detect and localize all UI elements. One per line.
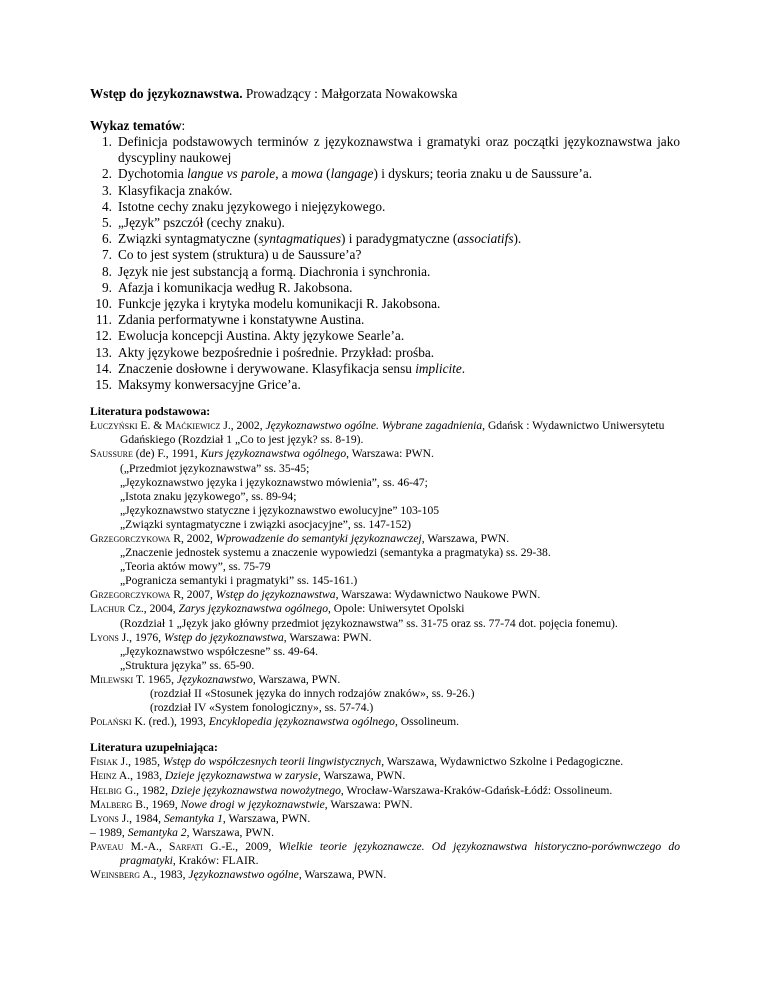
topic-number: 15. (95, 377, 112, 393)
italic-text: Językoznawstwo ogólne (188, 868, 299, 882)
topic-number: 13. (95, 344, 112, 360)
topic-number: 5. (102, 215, 112, 231)
author-name: Paveau (90, 839, 124, 853)
topic-item (90, 361, 680, 377)
bibliography-subentry (90, 617, 680, 631)
text-run: Dychotomia (118, 166, 188, 182)
topic-item (90, 312, 680, 328)
author-name: Polański (90, 715, 132, 729)
text-run: „Językoznawstwo statyczne i językoznawstwo ewolucyjne” 103-105 (120, 503, 440, 517)
topic-item (90, 328, 680, 344)
italic-text: Wstęp do językoznawstwa (163, 630, 284, 644)
bibliography-subentry (90, 645, 680, 659)
text-run: Maksymy konwersacyjne Grice’a. (118, 377, 301, 393)
text-run: – 1989, (90, 825, 128, 839)
text-run: , Wrocław-Warszawa-Kraków-Gdańsk-Łódź: Ossolineum. (340, 783, 613, 797)
author-name: Sarfati (169, 839, 203, 853)
course-header (90, 86, 680, 102)
author-name: Malberg (90, 797, 133, 811)
topic-number: 10. (95, 296, 112, 312)
text-run: , Warszawa: PWN. (283, 630, 372, 644)
bibliography-subentry (90, 462, 680, 476)
topic-number: 2. (102, 166, 112, 182)
bibliography-entry (90, 769, 680, 783)
text-run: „Znaczenie jednostek systemu a znaczenie wypowiedzi (semantyka a pragmatyka) ss. 29-38. (120, 546, 551, 560)
italic-text: Semantyka 2 (127, 825, 187, 839)
text-run: , Warszawa: PWN. (346, 447, 434, 461)
italic-text: langage (330, 166, 374, 182)
author-name: Łuczyński (90, 419, 138, 433)
text-run: , Warszawa, PWN. (421, 532, 510, 545)
basic-literature-heading: Literatura podstawowa: (90, 405, 211, 419)
instructor-prefix: Prowadzący : (242, 86, 322, 101)
italic-text: Wielkie teorie językoznawcze. Od językoznawstwa historyczno-porównwczego do pragmatyki (120, 839, 680, 867)
italic-text: mowa (291, 166, 323, 182)
italic-text: Nowe drogi w językoznawstwie (180, 797, 325, 811)
bibliography-subentry (90, 490, 680, 504)
topic-number: 11. (95, 312, 112, 328)
topic-number: 6. (102, 231, 112, 247)
text-run: A., 1983, (140, 868, 189, 882)
text-run: , Kraków: FLAIR. (172, 853, 259, 867)
author-name: Heinz (90, 769, 117, 783)
italic-text: syntagmatiques (258, 231, 342, 247)
bibliography-entry (90, 755, 680, 769)
bibliography-entry (90, 532, 680, 546)
bibliography-subentry (90, 546, 680, 560)
text-run: J., 1985, (117, 755, 163, 769)
text-run: (rozdział II «Stosunek języka do innych rodzajów znaków», ss. 9-26.) (150, 687, 475, 701)
text-run: Afazja i komunikacja według R. Jakobsona. (118, 279, 353, 295)
instructor-name: Małgorzata Nowakowska (321, 86, 458, 101)
topic-item (90, 264, 680, 280)
author-name: Grzegorczykowa (90, 588, 171, 602)
topic-item (90, 345, 680, 361)
bibliography-entry (90, 798, 680, 812)
text-run: , Warszawa, PWN. (252, 672, 341, 686)
author-name: Lachur (90, 602, 126, 616)
bibliography-subentry (90, 504, 680, 518)
text-run: Akty językowe bezpośrednie i pośrednie. Przykład: prośba. (118, 344, 435, 360)
topic-item (90, 377, 680, 393)
text-run: Ewolucja koncepcji Austina. Akty językowe Searle’a. (118, 328, 405, 344)
text-run: , Warszawa, Wydawnictwo Szkolne i Pedagogiczne. (381, 755, 624, 769)
bibliography-entry (90, 419, 680, 447)
text-run: „Pogranicza semantyki i pragmatyki” ss. 145-161.) (120, 574, 358, 588)
bibliography-entry (90, 602, 680, 616)
text-run: Język nie jest substancją a formą. Diachronia i synchronia. (118, 263, 431, 279)
text-run: A., 1983, (116, 769, 165, 783)
author-name: Fisiak (90, 755, 118, 769)
basic-literature-list (90, 419, 680, 729)
italic-text: associatifs (457, 231, 514, 247)
italic-text: Dzieje językoznawstwa w zarysie (164, 769, 318, 783)
italic-text: Wprowadzenie do semantyki językoznawczej (215, 532, 422, 545)
text-run: , Warszawa, PWN. (317, 769, 406, 783)
text-run: „Teoria aktów mowy”, ss. 75-79 (120, 560, 271, 574)
supplementary-literature-list (90, 755, 680, 882)
text-run: (Rozdział 1 „Język jako główny przedmiot językoznawstwa” ss. 31-75 oraz ss. 77-74 dot. pojęcia fonemu). (120, 616, 618, 630)
text-run: Zdania performatywne i konstatywne Austina. (118, 312, 365, 328)
bibliography-entry (90, 715, 680, 729)
bibliography-entry (90, 868, 680, 882)
author-name: Lyons (90, 811, 119, 825)
text-run: , Warszawa, PWN. (298, 868, 387, 882)
text-run: E. & (137, 419, 166, 433)
text-run: „Językoznawstwo języka i językoznawstwo mówienia”, ss. 46-47; (120, 475, 428, 489)
text-run: G., 1982, (121, 783, 171, 797)
topics-list (90, 134, 680, 393)
text-run: ) i dyskurs; teoria znaku u de Saussure’a. (373, 166, 593, 182)
topic-number: 9. (102, 279, 112, 295)
author-name: Maćkiewicz (165, 419, 221, 433)
italic-text: Kurs językoznawstwa ogólnego (200, 447, 347, 461)
bibliography-entry (90, 812, 680, 826)
text-run: M.-A., (123, 839, 170, 853)
text-run: ). (513, 231, 522, 247)
text-run: G.-E., 2009, (202, 839, 279, 853)
italic-text: Semantyka 1 (163, 811, 223, 825)
text-run: Istotne cechy znaku językowego i niejęzykowego. (118, 198, 386, 214)
author-name: Milewski (90, 672, 134, 686)
bibliography-subentry (90, 518, 680, 532)
text-run: B., 1969, (132, 797, 181, 811)
text-run: „Językoznawstwo współczesne” ss. 49-64. (120, 644, 319, 658)
bibliography-subentry (90, 659, 680, 673)
text-run: J., 1976, (118, 630, 164, 644)
author-name: Saussure (90, 447, 133, 461)
text-run: R, 2007, (170, 588, 216, 602)
italic-text: langue vs parole (187, 166, 276, 182)
italic-text: Zarys językoznawstwa ogólnego (178, 602, 328, 616)
bibliography-entry (90, 840, 680, 868)
text-run: Cz., 2004, (125, 602, 179, 616)
text-run: , a (275, 166, 292, 182)
text-run: Funkcje języka i krytyka modelu komunikacji R. Jakobsona. (118, 296, 441, 312)
topic-number: 7. (102, 247, 112, 263)
italic-text: Wstęp do językoznawstwa (215, 588, 336, 602)
italic-text: Wstęp do współczesnych teorii lingwistycznych (162, 755, 382, 769)
text-run: („Przedmiot językoznawstwa” ss. 35-45; (120, 461, 310, 475)
topic-item (90, 166, 680, 182)
topic-item (90, 183, 680, 199)
author-name: Helbig (90, 783, 122, 797)
bibliography-entry (90, 447, 680, 461)
supplementary-literature-heading: Literatura uzupełniająca: (90, 741, 218, 755)
text-run: „Struktura języka” ss. 65-90. (120, 658, 255, 672)
text-run: . (461, 360, 466, 376)
italic-text: Encyklopedia językoznawstwa ogólnego (208, 715, 395, 729)
bibliography-entry (90, 631, 680, 645)
topic-item (90, 280, 680, 296)
author-name: Weinsberg (90, 868, 141, 882)
italic-text: Językoznawstwo ogólne. Wybrane zagadnienia (265, 419, 483, 433)
text-run: R, 2002, (170, 532, 216, 545)
text-run: , Warszawa, PWN. (222, 811, 311, 825)
bibliography-subentry (90, 687, 680, 701)
text-run: J., 1984, (118, 811, 164, 825)
bibliography-entry (90, 784, 680, 798)
topic-number: 3. (102, 182, 112, 198)
text-run: , Opole: Uniwersytet Opolski (328, 602, 465, 616)
text-run: „Związki syntagmatyczne i związki asocjacyjne”, ss. 147-152) (120, 517, 412, 531)
text-run: , Warszawa, PWN. (186, 825, 274, 839)
text-run: , Gdańsk : Wydawnictwo Uniwersytetu Gdańskiego (Rozdział 1 „Co to jest język? ss. 8-19). (120, 419, 665, 447)
text-run: J., 2002, (220, 419, 266, 433)
text-run: Co to jest system (struktura) u de Saussure’a? (118, 247, 362, 263)
text-run: Znaczenie dosłowne i derywowane. Klasyfikacja sensu (118, 360, 416, 376)
topics-heading-label: Wykaz tematów (90, 118, 182, 133)
document-body (90, 86, 680, 882)
author-name: Grzegorczykowa (90, 532, 171, 545)
text-run: ( (322, 166, 331, 182)
text-run: (de) F., 1991, (132, 447, 201, 461)
text-run: ) i paradygmatyczne ( (341, 231, 458, 247)
topic-number: 1. (102, 134, 112, 149)
bibliography-entry (90, 826, 680, 840)
topic-item (90, 231, 680, 247)
italic-text: Językoznawstwo (176, 672, 253, 686)
text-run: „Język” pszczół (cechy znaku). (118, 215, 285, 231)
topic-item (90, 247, 680, 263)
bibliography-entry (90, 588, 680, 602)
text-run: , Warszawa: Wydawnictwo Naukowe PWN. (335, 588, 541, 602)
topic-number: 8. (102, 263, 112, 279)
text-run: , Warszawa: PWN. (324, 797, 413, 811)
topic-item (90, 296, 680, 312)
text-run: „Istota znaku językowego”, ss. 89-94; (120, 489, 297, 503)
topic-number: 12. (95, 328, 112, 344)
bibliography-subentry (90, 560, 680, 574)
bibliography-entry (90, 673, 680, 687)
author-name: Lyons (90, 630, 119, 644)
topic-item (90, 215, 680, 231)
bibliography-subentry (90, 701, 680, 715)
text-run: Klasyfikacja znaków. (118, 182, 233, 198)
bibliography-subentry (90, 574, 680, 588)
topic-number: 4. (102, 198, 112, 214)
text-run: , Ossolineum. (394, 715, 460, 729)
italic-text: implicite (415, 360, 462, 376)
topics-heading-colon: : (181, 118, 186, 133)
topics-heading (90, 118, 680, 134)
course-title: Wstęp do językoznawstwa. (90, 86, 243, 101)
text-run: (rozdział IV «System fonologiczny», ss. 57-74.) (150, 701, 374, 715)
topic-item (90, 199, 680, 215)
topic-number: 14. (95, 360, 112, 376)
text-run: Definicja podstawowych terminów z językoznawstwa i gramatyki oraz początki językoznawstwa jako dyscypliny naukowej (118, 134, 680, 166)
bibliography-subentry (90, 476, 680, 490)
text-run: K. (red.), 1993, (131, 715, 209, 729)
text-run: T. 1965, (133, 672, 177, 686)
topic-item (90, 134, 680, 166)
italic-text: Dzieje językoznawstwa nowożytnego (170, 783, 341, 797)
text-run: Związki syntagmatyczne ( (118, 231, 259, 247)
